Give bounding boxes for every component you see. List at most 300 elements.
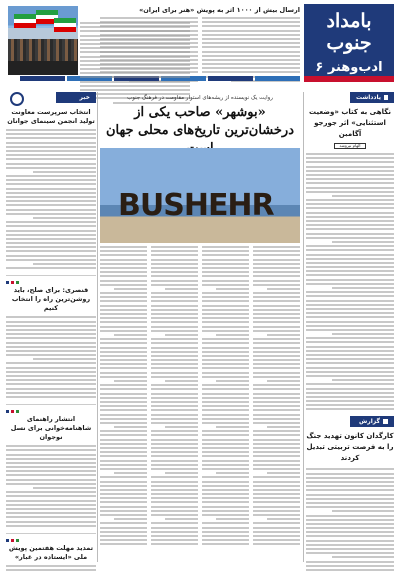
text-line <box>306 224 394 226</box>
text-line <box>202 447 249 449</box>
text-line <box>6 396 96 398</box>
text-line <box>253 347 300 349</box>
text-line <box>151 501 198 503</box>
text-line <box>216 426 249 428</box>
text-line <box>100 422 147 424</box>
text-line <box>6 179 96 181</box>
text-line <box>202 476 249 478</box>
text-line <box>306 249 394 251</box>
text-line <box>306 291 394 293</box>
text-line <box>100 506 147 508</box>
text-line <box>151 543 198 545</box>
text-line <box>151 430 198 432</box>
text-line <box>151 401 198 403</box>
text-line <box>165 288 198 290</box>
text-line <box>151 317 198 319</box>
text-line <box>306 502 394 504</box>
text-column <box>253 246 300 566</box>
report-label-text: گزارش <box>358 418 380 426</box>
text-line <box>253 506 300 508</box>
text-line <box>6 321 96 323</box>
text-column <box>306 153 394 410</box>
text-line <box>100 501 147 503</box>
text-line <box>6 255 96 257</box>
text-line <box>151 506 198 508</box>
text-line <box>100 409 147 411</box>
news-title: انتخاب سرپرست معاونت تولید انجمن سینمای جوانان <box>7 108 95 125</box>
text-line <box>332 241 394 243</box>
text-line <box>151 535 198 537</box>
text-line <box>253 280 300 282</box>
text-line <box>202 535 249 537</box>
text-line <box>6 516 96 518</box>
text-line <box>151 246 198 248</box>
text-line <box>253 351 300 353</box>
text-line <box>100 414 147 416</box>
text-line <box>306 170 394 172</box>
report-section-label <box>350 416 394 427</box>
text-line <box>151 313 198 315</box>
text-line <box>114 472 147 474</box>
text-line <box>100 330 147 332</box>
text-line <box>151 531 198 533</box>
text-line <box>306 473 394 475</box>
text-line <box>151 250 198 252</box>
text-column <box>306 468 394 571</box>
text-line <box>100 543 147 545</box>
text-line <box>202 384 249 386</box>
text-line <box>151 481 198 483</box>
text-line <box>6 230 96 232</box>
text-line <box>6 392 96 394</box>
text-line <box>151 464 198 466</box>
text-line <box>6 242 96 244</box>
text-line <box>100 451 147 453</box>
text-line <box>253 443 300 445</box>
bushehr-sign: BUSHEHR <box>118 188 274 223</box>
text-line <box>253 317 300 319</box>
text-line <box>151 493 198 495</box>
text-line <box>202 522 249 524</box>
text-line <box>306 316 394 318</box>
text-line <box>6 259 96 261</box>
text-line <box>202 284 249 286</box>
text-line <box>216 334 249 336</box>
text-line <box>253 267 300 269</box>
text-line <box>267 518 300 520</box>
text-line <box>165 380 198 382</box>
text-line <box>6 329 96 331</box>
text-line <box>253 275 300 277</box>
text-line <box>33 171 96 173</box>
text-line <box>253 514 300 516</box>
text-line <box>306 561 394 563</box>
text-line <box>306 233 394 235</box>
text-line <box>6 316 96 318</box>
text-line <box>151 271 198 273</box>
text-line <box>6 154 96 156</box>
text-line <box>306 468 394 470</box>
text-line <box>6 137 96 139</box>
text-line <box>100 367 147 369</box>
text-line <box>202 539 249 541</box>
main-body <box>100 246 300 566</box>
text-line <box>6 521 96 523</box>
text-line <box>253 489 300 491</box>
text-line <box>100 351 147 353</box>
text-line <box>306 203 394 205</box>
text-line <box>202 481 249 483</box>
text-line <box>306 207 394 209</box>
text-line <box>151 434 198 436</box>
text-line <box>306 304 394 306</box>
text-line <box>6 163 96 165</box>
text-line <box>253 468 300 470</box>
text-line <box>202 259 249 261</box>
text-line <box>202 271 249 273</box>
text-line <box>253 397 300 399</box>
text-line <box>253 246 300 248</box>
text-line <box>100 539 147 541</box>
text-line <box>100 405 147 407</box>
text-line <box>6 371 96 373</box>
text-line <box>202 292 249 294</box>
text-line <box>306 279 394 281</box>
text-line <box>6 466 96 468</box>
text-line <box>253 501 300 503</box>
text-line <box>6 454 96 456</box>
text-column <box>202 17 300 84</box>
text-line <box>306 216 394 218</box>
text-line <box>151 451 198 453</box>
text-line <box>306 371 394 373</box>
text-line <box>151 485 198 487</box>
text-line <box>306 358 394 360</box>
text-line <box>202 305 249 307</box>
text-line <box>253 455 300 457</box>
text-line <box>202 367 249 369</box>
text-line <box>6 150 96 152</box>
text-line <box>306 187 394 189</box>
text-line <box>6 188 96 190</box>
news-item <box>6 539 96 571</box>
text-line <box>306 245 394 247</box>
text-line <box>306 178 394 180</box>
text-line <box>151 309 198 311</box>
text-line <box>151 355 198 357</box>
text-line <box>6 388 96 390</box>
text-line <box>6 500 96 502</box>
text-line <box>306 266 394 268</box>
text-line <box>100 271 147 273</box>
text-line <box>253 250 300 252</box>
text-line <box>253 439 300 441</box>
text-line <box>100 397 147 399</box>
text-line <box>100 510 147 512</box>
text-line <box>100 246 147 248</box>
text-line <box>202 485 249 487</box>
text-line <box>100 434 147 436</box>
text-line <box>253 409 300 411</box>
text-line <box>151 338 198 340</box>
news-title: انتشار راهنمای شاهنامه‌خوانی برای نسل نوجوان <box>10 415 92 442</box>
text-line <box>253 460 300 462</box>
text-line <box>306 362 394 364</box>
text-line <box>100 359 147 361</box>
text-line <box>202 393 249 395</box>
text-line <box>202 434 249 436</box>
text-line <box>202 300 249 302</box>
text-line <box>253 330 300 332</box>
text-line <box>253 376 300 378</box>
text-line <box>306 375 394 377</box>
text-line <box>100 317 147 319</box>
text-line <box>306 544 394 546</box>
text-line <box>100 464 147 466</box>
text-line <box>6 246 96 248</box>
text-line <box>253 522 300 524</box>
text-line <box>253 422 300 424</box>
report-title: کارگدان کانون تهدید جنگ را به فرصت تربیتی تبدیل کردند <box>306 432 394 463</box>
text-line <box>151 422 198 424</box>
text-line <box>33 358 96 360</box>
text-line <box>202 527 249 529</box>
left-column <box>6 92 96 571</box>
iran-flag-icon <box>14 14 36 28</box>
text-column <box>151 246 198 566</box>
bullet-icon <box>6 410 96 413</box>
text-line <box>151 342 198 344</box>
text-line <box>306 199 394 201</box>
text-line <box>253 510 300 512</box>
text-line <box>151 305 198 307</box>
text-line <box>6 367 96 369</box>
news-item <box>6 281 96 405</box>
text-line <box>151 359 198 361</box>
text-line <box>6 133 96 135</box>
text-line <box>202 246 249 248</box>
text-line <box>202 250 249 252</box>
text-line <box>6 209 96 211</box>
text-line <box>306 519 394 521</box>
text-line <box>202 309 249 311</box>
text-line <box>100 355 147 357</box>
text-line <box>6 196 96 198</box>
text-line <box>100 455 147 457</box>
text-line <box>253 363 300 365</box>
text-line <box>202 313 249 315</box>
text-line <box>306 552 394 554</box>
text-line <box>151 292 198 294</box>
text-line <box>100 489 147 491</box>
text-line <box>6 383 96 385</box>
text-line <box>306 481 394 483</box>
bushehr-photo <box>100 148 300 243</box>
text-line <box>6 238 96 240</box>
text-line <box>306 383 394 385</box>
text-line <box>151 510 198 512</box>
text-line <box>306 388 394 390</box>
text-line <box>202 409 249 411</box>
text-line <box>253 384 300 386</box>
text-line <box>253 493 300 495</box>
text-line <box>6 167 96 169</box>
text-line <box>306 548 394 550</box>
text-line <box>306 404 394 406</box>
masthead-title: بامداد جنوب <box>326 10 372 54</box>
text-line <box>332 379 394 381</box>
text-line <box>253 326 300 328</box>
text-line <box>202 506 249 508</box>
text-line <box>202 493 249 495</box>
text-line <box>100 250 147 252</box>
text-line <box>151 393 198 395</box>
text-line <box>253 296 300 298</box>
text-column <box>100 246 147 566</box>
text-line <box>332 556 394 558</box>
text-line <box>202 397 249 399</box>
text-line <box>332 333 394 335</box>
text-line <box>267 380 300 382</box>
text-line <box>306 498 394 500</box>
text-line <box>306 258 394 260</box>
text-line <box>100 447 147 449</box>
text-line <box>253 271 300 273</box>
text-line <box>33 263 96 265</box>
text-line <box>100 363 147 365</box>
text-line <box>100 296 147 298</box>
text-line <box>6 508 96 510</box>
text-line <box>202 321 249 323</box>
text-line <box>151 397 198 399</box>
text-line <box>6 346 96 348</box>
text-line <box>6 350 96 352</box>
text-line <box>202 338 249 340</box>
text-line <box>6 458 96 460</box>
text-line <box>202 497 249 499</box>
text-line <box>6 491 96 493</box>
text-line <box>253 367 300 369</box>
text-line <box>6 250 96 252</box>
text-line <box>306 489 394 491</box>
text-line <box>100 275 147 277</box>
text-line <box>253 342 300 344</box>
text-line <box>202 267 249 269</box>
text-line <box>100 305 147 307</box>
text-line <box>202 317 249 319</box>
text-line <box>306 274 394 276</box>
text-line <box>100 313 147 315</box>
text-line <box>267 472 300 474</box>
text-line <box>100 493 147 495</box>
text-line <box>306 312 394 314</box>
news-item <box>6 410 96 534</box>
text-line <box>202 342 249 344</box>
text-line <box>306 283 394 285</box>
text-line <box>6 342 96 344</box>
text-line <box>151 321 198 323</box>
text-line <box>151 326 198 328</box>
text-line <box>151 489 198 491</box>
text-line <box>202 296 249 298</box>
text-line <box>306 396 394 398</box>
text-line <box>332 287 394 289</box>
text-line <box>151 468 198 470</box>
text-line <box>151 497 198 499</box>
text-line <box>151 296 198 298</box>
text-line <box>306 262 394 264</box>
text-line <box>100 284 147 286</box>
text-line <box>100 418 147 420</box>
text-line <box>253 372 300 374</box>
text-line <box>253 305 300 307</box>
masthead-stripe <box>304 76 394 82</box>
text-line <box>6 337 96 339</box>
text-line <box>253 497 300 499</box>
text-line <box>100 443 147 445</box>
text-line <box>100 342 147 344</box>
text-line <box>151 384 198 386</box>
note-section-label <box>350 92 394 103</box>
text-line <box>151 275 198 277</box>
text-line <box>202 280 249 282</box>
text-line <box>253 539 300 541</box>
text-line <box>202 414 249 416</box>
text-line <box>100 514 147 516</box>
text-line <box>100 263 147 265</box>
text-line <box>114 288 147 290</box>
text-line <box>332 195 394 197</box>
text-line <box>6 146 96 148</box>
text-line <box>151 418 198 420</box>
text-line <box>306 228 394 230</box>
text-line <box>306 237 394 239</box>
text-line <box>253 485 300 487</box>
text-line <box>253 338 300 340</box>
text-line <box>253 321 300 323</box>
text-line <box>306 515 394 517</box>
text-line <box>202 430 249 432</box>
text-line <box>202 376 249 378</box>
text-line <box>202 439 249 441</box>
text-line <box>100 292 147 294</box>
text-line <box>114 518 147 520</box>
text-line <box>100 280 147 282</box>
flag-rally-photo <box>8 6 78 61</box>
text-column <box>202 246 249 566</box>
text-line <box>151 372 198 374</box>
text-line <box>151 447 198 449</box>
text-line <box>306 321 394 323</box>
text-line <box>151 476 198 478</box>
text-line <box>253 355 300 357</box>
text-line <box>306 485 394 487</box>
text-line <box>253 447 300 449</box>
note-label-text: یادداشت <box>356 94 381 101</box>
text-line <box>202 464 249 466</box>
text-line <box>332 510 394 512</box>
text-line <box>306 392 394 394</box>
square-icon <box>383 419 388 424</box>
text-line <box>6 204 96 206</box>
text-line <box>202 510 249 512</box>
text-line <box>202 388 249 390</box>
text-line <box>151 514 198 516</box>
text-line <box>100 401 147 403</box>
text-line <box>151 376 198 378</box>
text-line <box>306 270 394 272</box>
text-line <box>202 401 249 403</box>
